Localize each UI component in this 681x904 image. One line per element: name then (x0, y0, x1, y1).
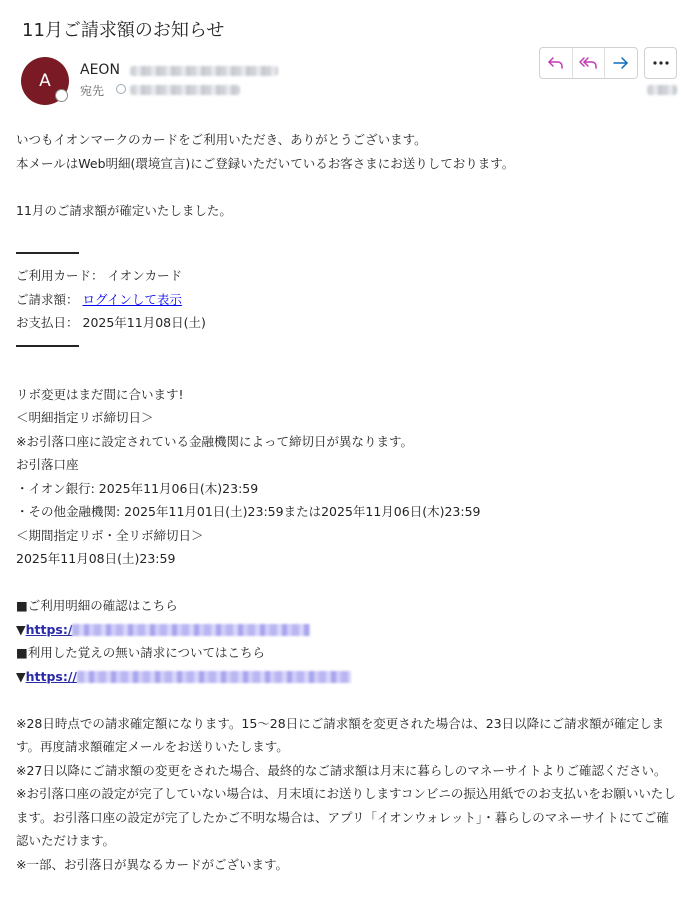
email-subject: 11月ご請求額のお知らせ (22, 20, 225, 41)
forward-icon (612, 55, 630, 71)
amount-row (16, 288, 676, 312)
payment-row (16, 311, 676, 335)
claim-url-link[interactable] (16, 665, 676, 689)
more-icon (653, 61, 669, 65)
payment-label: お支払日： (16, 315, 79, 330)
recipient-email-redacted[interactable] (130, 85, 240, 95)
presence-status-icon (55, 89, 68, 102)
reply-all-button[interactable] (573, 48, 606, 78)
revo-line-7: ＜期間指定リボ・全リボ締切日＞ (16, 527, 204, 543)
revo-line-5: ・イオン銀行: 2025年11月06日(木)23:59 (16, 480, 259, 496)
forward-button[interactable] (605, 48, 637, 78)
claim-heading: ■利用した覚えの無い請求についてはこちら (16, 645, 266, 660)
login-link[interactable]: ログインして表示 (82, 291, 182, 307)
reply-icon (547, 55, 565, 71)
note-1: ※28日時点での請求確定額になります。15～28日にご請求額を変更された場合は、23日以降にご請求額が確定します。再度請求額確定メールをお送りいたします。 (16, 715, 665, 754)
reply-all-icon (579, 55, 599, 71)
revo-line-8: 2025年11月08日(土)23:59 (16, 551, 176, 566)
claim-url-prefix[interactable]: https:// (25, 668, 77, 684)
amount-label: ご請求額： (16, 291, 79, 307)
detail-heading: ■ご利用明細の確認はこちら (16, 598, 178, 613)
arrow-marker: ▼ (16, 621, 26, 637)
sender-name[interactable]: AEON (80, 62, 120, 78)
card-row (16, 264, 676, 288)
card-label: ご利用カード： (16, 268, 104, 283)
confirmed-line: 11月のご請求額が確定いたしました。 (16, 202, 232, 218)
note-3: ※お引落口座の設定が完了していない場合は、月末頃にお送りしますコンビニの振込用紙でのお支払いをお願いいたします。お引落口座の設定が完了したかご不明な場合は、アプリ「イオンウォレット」・暮らしのマネーサイトにてご確認いただけます。 (16, 786, 676, 848)
avatar-initial: A (39, 71, 51, 91)
note-4: ※一部、お引落日が異なるカードがございます。 (16, 856, 288, 872)
note-2: ※27日以降にご請求額の変更をされた場合、最終的なご請求額は月末に暮らしのマネーサイトよりご確認ください。 (16, 762, 667, 778)
greeting-line-1: いつもイオンマークのカードをご利用いただき、ありがとうございます。 (16, 132, 427, 147)
reply-button[interactable] (540, 48, 573, 78)
more-actions-button[interactable] (644, 47, 677, 79)
greeting-line-2: 本メールはWeb明細(環境宣言)にご登録いただいているお客さまにお送りしております。 (16, 155, 515, 171)
email-body (16, 128, 676, 876)
arrow-marker: ▼ (16, 668, 26, 684)
revo-line-6: ・その他金融機関: 2025年11月01日(土)23:59または2025年11月06日(木)23:59 (16, 504, 481, 519)
payment-value: 2025年11月08日(土) (82, 315, 206, 330)
to-label: 宛先 (80, 84, 105, 98)
revo-line-3: ※お引落口座に設定されている金融機関によって締切日が異なります。 (16, 433, 413, 449)
divider-top (16, 252, 79, 254)
claim-url-redacted[interactable] (77, 671, 351, 683)
divider-bottom (16, 345, 79, 347)
sender-email-redacted (130, 66, 278, 76)
message-actions (539, 47, 638, 79)
detail-url-link[interactable] (16, 618, 676, 642)
card-value: イオンカード (107, 268, 183, 283)
date-redacted (647, 85, 677, 95)
revo-line-4: お引落口座 (16, 457, 79, 472)
revo-line-2: ＜明細指定リボ締切日＞ (16, 410, 154, 425)
detail-url-redacted[interactable] (72, 624, 310, 636)
recipient-status-icon (116, 84, 126, 94)
revo-line-1: リボ変更はまだ間に合います! (16, 386, 184, 402)
detail-url-prefix[interactable]: https:/ (25, 621, 73, 637)
